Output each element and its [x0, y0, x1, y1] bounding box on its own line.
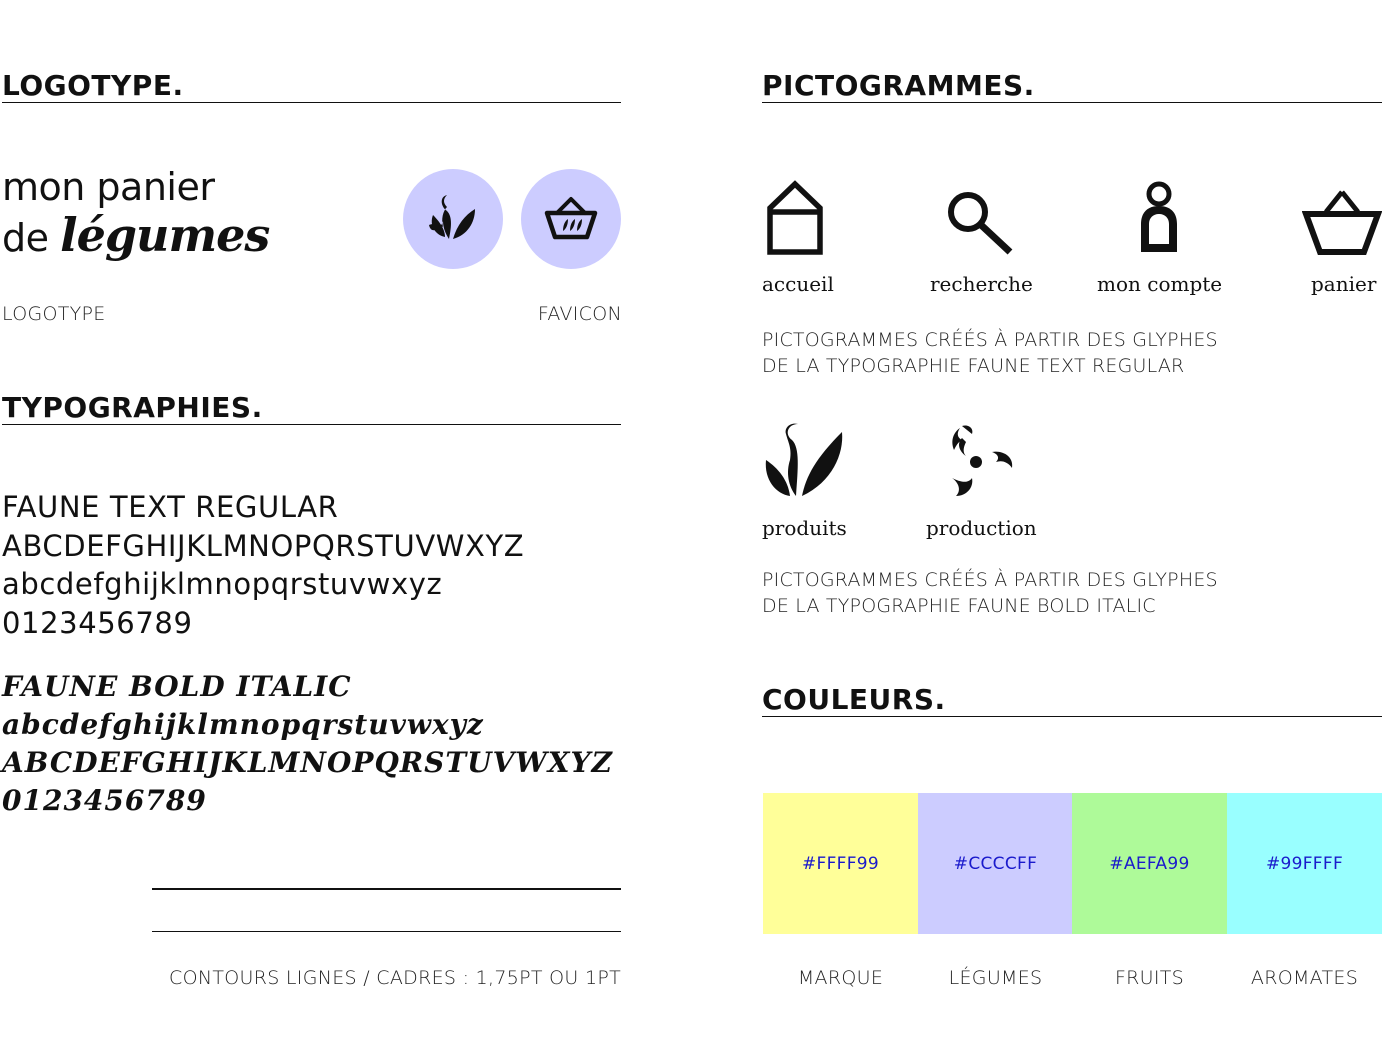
swatch-marque — [763, 793, 918, 934]
pict-note-bold-line1: PICTOGRAMMES CRÉÉS À PARTIR DES GLYPHES — [762, 569, 1218, 591]
basket-icon — [1302, 186, 1382, 256]
logo-script-word: légumes — [60, 208, 270, 262]
pict-label-produits: produits — [762, 516, 847, 540]
line-sample-thin — [152, 931, 621, 932]
basket-icon — [541, 189, 601, 249]
sprout-icon — [762, 420, 846, 500]
typo-bold-upper: ABCDEFGHIJKLMNOPQRSTUVWXYZ — [2, 746, 613, 779]
swatch-fruits — [1072, 793, 1227, 934]
swatch-legumes — [918, 793, 1073, 934]
swatch-label-legumes: LÉGUMES — [948, 967, 1043, 989]
pict-note-regular-line2: DE LA TYPOGRAPHIE FAUNE TEXT REGULAR — [762, 355, 1185, 377]
pictogrammes-heading: PICTOGRAMMES. — [762, 69, 1035, 102]
pict-label-mon-compte: mon compte — [1097, 272, 1223, 296]
logo-line-1: mon panier — [2, 165, 215, 209]
swatch-label-aromates: AROMATES — [1250, 967, 1359, 989]
swatch-hex-aromates: #99FFFF — [1265, 853, 1344, 874]
favicon-sprout — [403, 169, 503, 269]
house-icon — [764, 180, 826, 256]
typographies-heading: TYPOGRAPHIES. — [2, 391, 263, 424]
flower-icon — [942, 420, 1018, 500]
swatch-label-fruits: FRUITS — [1114, 967, 1185, 989]
typo-bold-name: FAUNE BOLD ITALIC — [2, 670, 352, 703]
pict-note-bold — [762, 567, 1218, 619]
logo-prefix: de — [2, 216, 49, 260]
pict-label-panier: panier — [1311, 272, 1377, 296]
swatch-hex-fruits: #AEFA99 — [1109, 853, 1190, 874]
person-icon — [1134, 180, 1184, 256]
pictogrammes-rule — [762, 102, 1382, 103]
swatch-aromates — [1227, 793, 1382, 934]
logotype-rule — [2, 102, 621, 103]
couleurs-heading: COULEURS. — [762, 683, 946, 716]
typo-regular-name: FAUNE TEXT REGULAR — [2, 490, 339, 524]
swatch-label-marque: MARQUE — [797, 967, 884, 989]
logotype-caption: LOGOTYPE — [2, 303, 106, 325]
couleurs-rule — [762, 716, 1382, 717]
logotype-wordmark — [2, 165, 270, 262]
line-sample-thick — [152, 888, 621, 890]
pict-note-bold-line2: DE LA TYPOGRAPHIE FAUNE BOLD ITALIC — [762, 595, 1156, 617]
typo-bold-specimen — [2, 668, 613, 820]
pict-note-regular — [762, 327, 1218, 379]
swatch-hex-marque: #FFFF99 — [801, 853, 880, 874]
swatch-hex-legumes: #CCCCFF — [953, 853, 1038, 874]
pict-label-production: production — [926, 516, 1037, 540]
typo-regular-lower: abcdefghijklmnopqrstuvwxyz — [2, 567, 443, 601]
pict-label-accueil: accueil — [762, 272, 834, 296]
typo-regular-digits: 0123456789 — [2, 605, 193, 640]
typo-bold-lower: abcdefghijklmnopqrstuvwxyz — [2, 708, 484, 741]
pict-label-recherche: recherche — [930, 272, 1033, 296]
typographies-rule — [2, 424, 621, 425]
sprout-icon — [423, 189, 483, 249]
typo-bold-digits: 0123456789 — [2, 784, 207, 817]
logotype-heading: LOGOTYPE. — [2, 69, 184, 102]
lines-caption: CONTOURS LIGNES / CADRES : 1,75PT OU 1PT — [169, 967, 621, 989]
logo-line-2 — [2, 208, 270, 262]
favicon-caption: FAVICON — [537, 303, 622, 325]
search-icon — [944, 188, 1016, 256]
typo-regular-specimen — [2, 488, 524, 642]
typo-regular-upper: ABCDEFGHIJKLMNOPQRSTUVWXYZ — [2, 528, 525, 563]
pict-note-regular-line1: PICTOGRAMMES CRÉÉS À PARTIR DES GLYPHES — [762, 329, 1218, 351]
favicon-basket — [521, 169, 621, 269]
